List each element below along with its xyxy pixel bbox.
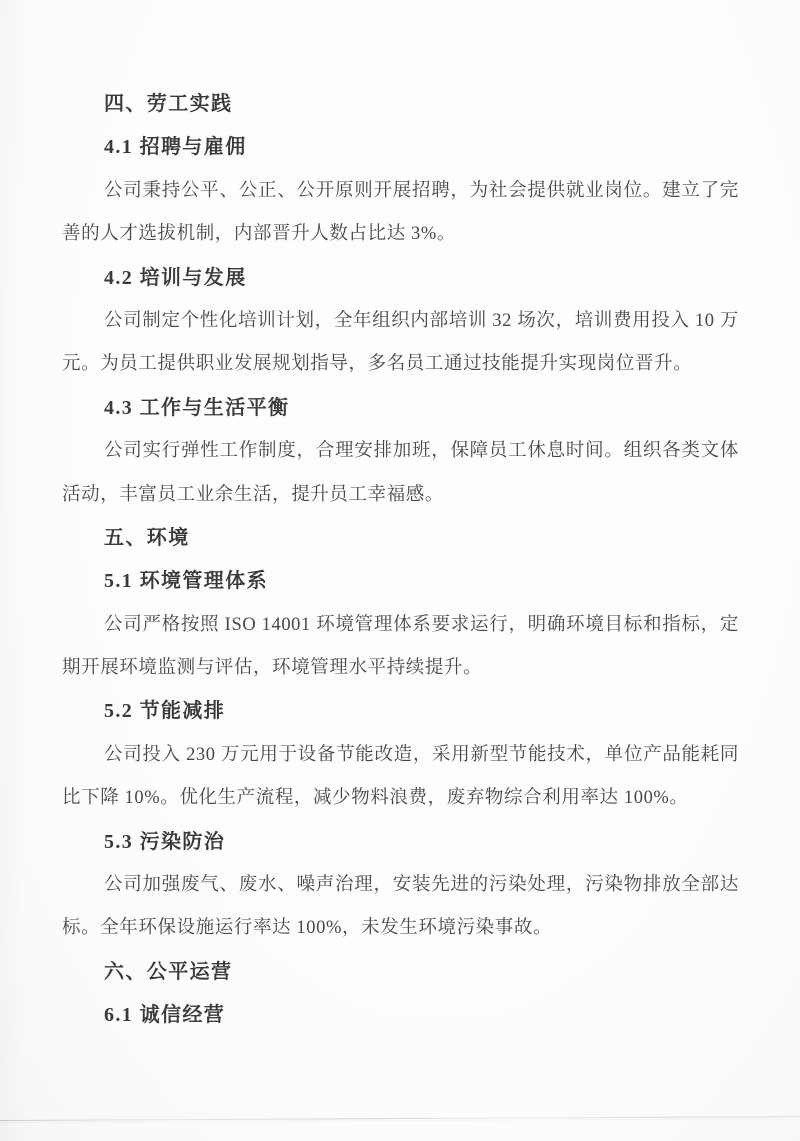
body-text-line: 公司投入 230 万元用于设备节能改造，采用新型节能技术，单位产品能耗同	[104, 744, 739, 765]
section-heading: 六、公平运营	[104, 960, 233, 983]
body-text-line: 标。全年环保设施运行率达 100%，未发生环境污染事故。	[62, 918, 553, 939]
section-heading: 4.3 工作与生活平衡	[104, 396, 290, 419]
section-heading: 5.1 环境管理体系	[104, 570, 268, 593]
scan-artifact-line	[0, 1116, 800, 1121]
body-text-line: 元。为员工提供职业发展规划指导，多名员工通过技能提升实现岗位晋升。	[62, 354, 693, 375]
section-heading: 4.2 培训与发展	[104, 266, 247, 289]
body-text-line: 善的人才选拔机制，内部晋升人数占比达 3%。	[62, 224, 456, 245]
body-text-line: 公司加强废气、废水、噪声治理，安装先进的污染处理，污染物排放全部达	[104, 875, 739, 896]
body-text-line: 公司严格按照 ISO 14001 环境管理体系要求运行，明确环境目标和指标，定	[104, 614, 739, 635]
section-heading: 四、劳工实践	[104, 93, 233, 115]
section-heading: 5.2 节能减排	[104, 700, 226, 723]
body-text-line: 期开展环境监测与评估，环境管理水平持续提升。	[62, 658, 483, 679]
section-heading: 五、环境	[104, 526, 190, 549]
body-text-line: 活动，丰富员工业余生活，提升员工幸福感。	[62, 484, 445, 505]
body-text-line: 公司制定个性化培训计划，全年组织内部培训 32 场次，培训费用投入 10 万	[104, 310, 739, 331]
document-text-block	[62, 83, 739, 1038]
body-text-line: 公司实行弹性工作制度，合理安排加班，保障员工休息时间。组织各类文体	[104, 441, 739, 462]
section-heading: 5.3 污染防治	[104, 830, 226, 853]
body-text-line: 公司秉持公平、公正、公开原则开展招聘，为社会提供就业岗位。建立了完	[104, 180, 739, 201]
section-heading: 4.1 招聘与雇佣	[104, 136, 247, 159]
body-text-line: 比下降 10%。优化生产流程，减少物料浪费，废弃物综合利用率达 100%。	[62, 788, 689, 809]
section-heading: 6.1 诚信经营	[104, 1004, 226, 1027]
